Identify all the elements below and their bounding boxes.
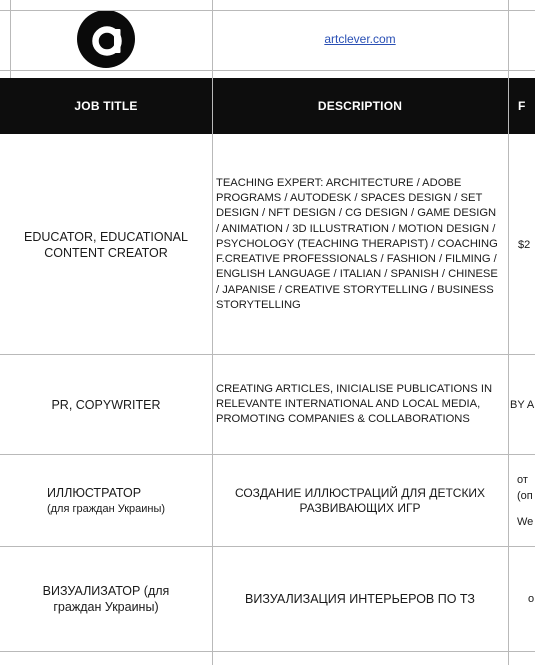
table-row-4-description-cell [212, 547, 508, 651]
table-row-2-third-cell [508, 355, 535, 454]
column-header-job-title: JOB TITLE [74, 99, 138, 113]
website-link[interactable]: artclever.com [324, 32, 396, 46]
row-3-title-note: (для граждан Украины) [46, 502, 166, 515]
table-row-2-title-cell [0, 355, 212, 454]
row-3-description: СОЗДАНИЕ ИЛЛЮСТРАЦИЙ ДЛЯ ДЕТСКИХ РАЗВИВАЮЩИХ ИГР [234, 485, 486, 515]
grid-line-outer-left [10, 0, 11, 78]
grid-line-row-4 [0, 651, 535, 652]
grid-line-row-2 [0, 454, 535, 455]
column-header-third: F [518, 99, 526, 113]
table-row-2-description-cell [212, 355, 508, 454]
row-1-description: TEACHING EXPERT: ARCHITECTURE / ADOBE PROGRAMS / AUTODESK / SPACES DESIGN / SET DESIGN / NFT DESIGN / CG DESIGN / GAME DESIGN / ANIMATION / 3D ILLUSTRATION / MOTION DESIGN / PSYCHOLOGY (TEACHING THERAPIST) / COACHING F.CREATIVE PROFESSIONALS / FASHION / FILMING / ENGLISH LANGUAGE / ITALIAN / SPANISH / CHINESE / JAPANISE / CREATIVE STORYTELLING / BUSINESS STORYTELLING [216, 177, 498, 311]
table-row-1-description-cell [212, 135, 508, 354]
table-row-4-third-cell [508, 547, 535, 651]
row-3-third-line-3: We [517, 515, 534, 528]
row-4-third: о [528, 593, 535, 605]
row-1-third: $2 [518, 238, 531, 251]
row-4-job-title: ВИЗУАЛИЗАТОР (для граждан Украины) [42, 584, 170, 614]
row-2-job-title: PR, COPYWRITER [51, 397, 161, 412]
table-row-3-description-cell [212, 455, 508, 546]
logo-letter-a-icon [77, 10, 135, 68]
row-3-job-title: ИЛЛЮСТРАТОР [46, 485, 142, 500]
grid-line-row-1 [0, 354, 535, 355]
column-header-description: DESCRIPTION [317, 99, 403, 113]
row-3-third-line-2: (оп [517, 489, 533, 502]
grid-line-col-2 [508, 0, 509, 665]
table-row-3-third-cell [508, 455, 535, 546]
row-1-job-title: EDUCATOR, EDUCATIONAL CONTENT CREATOR [24, 229, 188, 260]
table-row-4-title-cell [0, 547, 212, 651]
row-4-description: ВИЗУАЛИЗАЦИЯ ИНТЕРЬЕРОВ ПО ТЗ [245, 592, 475, 606]
row-2-third: BY A [510, 398, 535, 411]
table-row-3-title-cell [0, 455, 212, 546]
logo-cell [0, 0, 212, 78]
artclever-logo [77, 10, 135, 68]
grid-line-top-2 [0, 70, 535, 71]
row-2-description: CREATING ARTICLES, INICIALISE PUBLICATIONS IN RELEVANTE INTERNATIONAL AND LOCAL MEDIA, PROMOTING COMPANIES & COLLABORATIONS [216, 382, 493, 426]
grid-line-row-3 [0, 546, 535, 547]
table-row-1-third-cell [508, 135, 535, 354]
row-3-third-line-1: от [517, 473, 528, 486]
grid-line-col-1 [212, 0, 213, 665]
grid-line-top [0, 10, 535, 11]
website-link-cell [212, 0, 508, 78]
table-row-1-title-cell [0, 135, 212, 354]
